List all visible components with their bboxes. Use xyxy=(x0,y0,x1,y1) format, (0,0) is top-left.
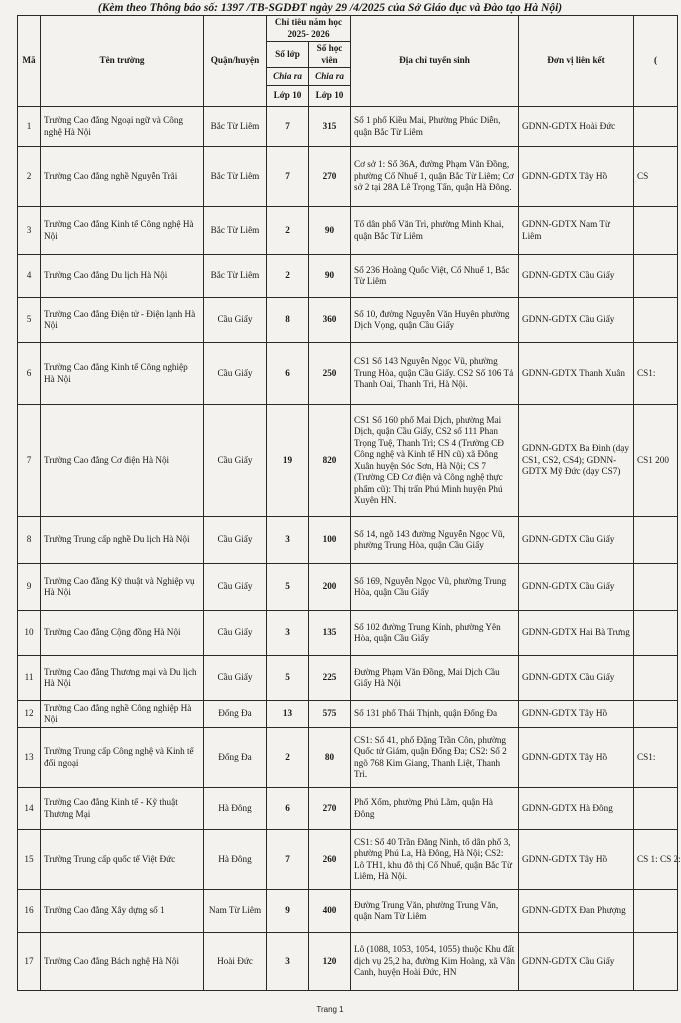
cell-don-vi-lien-ket: GDNN-GDTX Cầu Giấy xyxy=(519,564,634,611)
cell-extra xyxy=(634,517,678,564)
cell-quan-huyen: Cầu Giấy xyxy=(204,656,267,701)
cell-quan-huyen: Cầu Giấy xyxy=(204,405,267,517)
cell-extra: CS 1: CS 2: xyxy=(634,830,678,890)
cell-ten-truong: Trường Cao đẳng Bách nghệ Hà Nội xyxy=(41,933,204,991)
cell-so-lop: 5 xyxy=(267,656,309,701)
cell-ten-truong: Trường Trung cấp Công nghệ và Kinh tế đối ngoại xyxy=(41,728,204,788)
cell-ma: 13 xyxy=(18,728,41,788)
table-row xyxy=(18,656,678,701)
table-row xyxy=(18,107,678,147)
cell-quan-huyen: Bắc Từ Liêm xyxy=(204,147,267,207)
col-ten-truong: Tên trường xyxy=(41,16,204,107)
cell-ma: 17 xyxy=(18,933,41,991)
cell-ma: 10 xyxy=(18,611,41,656)
cell-so-lop: 6 xyxy=(267,343,309,405)
cell-so-hoc-vien: 270 xyxy=(309,788,351,830)
cell-so-lop: 5 xyxy=(267,564,309,611)
table-row xyxy=(18,207,678,255)
cell-so-hoc-vien: 80 xyxy=(309,728,351,788)
col-lop10-2: Lớp 10 xyxy=(309,86,351,107)
cell-ma: 2 xyxy=(18,147,41,207)
cell-so-lop: 19 xyxy=(267,405,309,517)
page-number: Trang 1 xyxy=(316,1005,344,1014)
cell-dia-chi: CS1 Số 143 Nguyễn Ngọc Vũ, phường Trung Hòa, quận Cầu Giấy. CS2 Số 106 Tả Thanh Oai, Thanh Trì, Hà Nội. xyxy=(351,343,519,405)
cell-ten-truong: Trường Cao đẳng Du lịch Hà Nội xyxy=(41,255,204,298)
col-chia-ra-2: Chia ra xyxy=(309,68,351,86)
cell-extra xyxy=(634,298,678,343)
cell-don-vi-lien-ket: GDNN-GDTX Cầu Giấy xyxy=(519,255,634,298)
cell-extra: CS1: xyxy=(634,728,678,788)
cell-so-lop: 3 xyxy=(267,933,309,991)
cell-so-hoc-vien: 225 xyxy=(309,656,351,701)
cell-don-vi-lien-ket: GDNN-GDTX Hà Đông xyxy=(519,788,634,830)
table-row xyxy=(18,890,678,933)
cell-don-vi-lien-ket: GDNN-GDTX Tây Hồ xyxy=(519,701,634,728)
cell-quan-huyen: Bắc Từ Liêm xyxy=(204,255,267,298)
cell-dia-chi: Số 169, Nguyễn Ngọc Vũ, phường Trung Hòa, quận Cầu Giấy xyxy=(351,564,519,611)
cell-so-hoc-vien: 135 xyxy=(309,611,351,656)
cell-ma: 14 xyxy=(18,788,41,830)
cell-don-vi-lien-ket: GDNN-GDTX Nam Từ Liêm xyxy=(519,207,634,255)
cell-so-hoc-vien: 260 xyxy=(309,830,351,890)
cell-ten-truong: Trường Trung cấp quốc tế Việt Đức xyxy=(41,830,204,890)
cell-dia-chi: Lô (1088, 1053, 1054, 1055) thuộc Khu đất dịch vụ 25,2 ha, đường Kim Hoàng, xã Vân Canh, huyện Hoài Đức, HN xyxy=(351,933,519,991)
cell-so-lop: 2 xyxy=(267,207,309,255)
col-quan-huyen: Quận/huyện xyxy=(204,16,267,107)
cell-dia-chi: Số 131 phố Thái Thịnh, quận Đống Đa xyxy=(351,701,519,728)
cell-ma: 15 xyxy=(18,830,41,890)
cell-so-lop: 7 xyxy=(267,147,309,207)
cell-ma: 6 xyxy=(18,343,41,405)
cell-so-hoc-vien: 360 xyxy=(309,298,351,343)
cell-ten-truong: Trường Cao đẳng nghề Nguyễn Trãi xyxy=(41,147,204,207)
cell-extra xyxy=(634,701,678,728)
cell-so-hoc-vien: 90 xyxy=(309,255,351,298)
cell-ten-truong: Trường Trung cấp nghề Du lịch Hà Nội xyxy=(41,517,204,564)
cell-don-vi-lien-ket: GDNN-GDTX Cầu Giấy xyxy=(519,298,634,343)
cell-extra xyxy=(634,207,678,255)
cell-don-vi-lien-ket: GDNN-GDTX Hoài Đức xyxy=(519,107,634,147)
cell-extra xyxy=(634,107,678,147)
cell-quan-huyen: Cầu Giấy xyxy=(204,611,267,656)
cell-so-lop: 3 xyxy=(267,517,309,564)
table-row xyxy=(18,933,678,991)
cell-ma: 8 xyxy=(18,517,41,564)
cell-dia-chi: Số 10, đường Nguyễn Văn Huyên phường Dịch Vọng, quận Cầu Giấy xyxy=(351,298,519,343)
cell-ten-truong: Trường Cao đẳng Cơ điện Hà Nội xyxy=(41,405,204,517)
cell-extra: CS xyxy=(634,147,678,207)
cell-don-vi-lien-ket: GDNN-GDTX Ba Đình (dạy CS1, CS2, CS4); GDNN-GDTX Mỹ Đức (dạy CS7) xyxy=(519,405,634,517)
cell-dia-chi: Đường Phạm Văn Đồng, Mai Dịch Cầu Giấy Hà Nội xyxy=(351,656,519,701)
cell-so-hoc-vien: 100 xyxy=(309,517,351,564)
cell-dia-chi: CS1: Số 41, phố Đặng Trần Côn, phường Quốc tử Giám, quận Đống Đa; CS2: Số 2 ngõ 768 Kim Giang, Thanh Liệt, Thanh Trì. xyxy=(351,728,519,788)
cell-extra xyxy=(634,890,678,933)
cell-don-vi-lien-ket: GDNN-GDTX Hai Bà Trưng xyxy=(519,611,634,656)
cell-quan-huyen: Cầu Giấy xyxy=(204,517,267,564)
cell-so-lop: 7 xyxy=(267,830,309,890)
cell-ten-truong: Trường Cao đẳng Kinh tế - Kỹ thuật Thương Mại xyxy=(41,788,204,830)
cell-ten-truong: Trường Cao đẳng Kỹ thuật và Nghiệp vụ Hà Nội xyxy=(41,564,204,611)
cell-extra xyxy=(634,933,678,991)
cell-don-vi-lien-ket: GDNN-GDTX Cầu Giấy xyxy=(519,656,634,701)
admission-table xyxy=(17,15,681,991)
cell-don-vi-lien-ket: GDNN-GDTX Tây Hồ xyxy=(519,728,634,788)
cell-dia-chi: CS1 Số 160 phố Mai Dịch, phường Mai Dịch, quận Cầu Giấy, CS2 số 111 Phan Trọng Tuệ, Thanh Trì; CS 4 (Trường CĐ Công nghệ và Kinh tế HN cũ) xã Đông Xuân huyện Sóc Sơn, Hà Nội; CS 7 (Trường CĐ Cơ điện và Công nghệ thực phẩm cũ): Thị trấn Phú Minh huyện Phú Xuyên HN. xyxy=(351,405,519,517)
cell-so-lop: 13 xyxy=(267,701,309,728)
col-chia-ra-1: Chia ra xyxy=(267,68,309,86)
cell-so-hoc-vien: 120 xyxy=(309,933,351,991)
col-ma: Mã xyxy=(18,16,41,107)
cell-don-vi-lien-ket: GDNN-GDTX Cầu Giấy xyxy=(519,933,634,991)
cell-so-hoc-vien: 315 xyxy=(309,107,351,147)
table-row xyxy=(18,517,678,564)
cell-so-lop: 7 xyxy=(267,107,309,147)
cell-ma: 7 xyxy=(18,405,41,517)
cell-quan-huyen: Nam Từ Liêm xyxy=(204,890,267,933)
cell-extra xyxy=(634,788,678,830)
cell-don-vi-lien-ket: GDNN-GDTX Đan Phượng xyxy=(519,890,634,933)
cell-extra xyxy=(634,611,678,656)
cell-so-hoc-vien: 270 xyxy=(309,147,351,207)
cell-dia-chi: Số 14, ngõ 143 đường Nguyễn Ngọc Vũ, phường Trung Hòa, quận Cầu Giấy xyxy=(351,517,519,564)
cell-ma: 4 xyxy=(18,255,41,298)
table-row xyxy=(18,147,678,207)
cell-so-hoc-vien: 820 xyxy=(309,405,351,517)
cell-dia-chi: CS1: Số 40 Trần Đăng Ninh, tổ dân phố 3, phường Phú La, Hà Đông, Hà Nội; CS2: Lô TH1, khu đô thị Cổ Nhuế, quận Bắc Từ Liêm, Hà Nội. xyxy=(351,830,519,890)
cell-quan-huyen: Bắc Từ Liêm xyxy=(204,107,267,147)
cell-dia-chi: Số 236 Hoàng Quốc Việt, Cổ Nhuế 1, Bắc Từ Liêm xyxy=(351,255,519,298)
cell-so-lop: 6 xyxy=(267,788,309,830)
cell-extra xyxy=(634,564,678,611)
col-lop10-1: Lớp 10 xyxy=(267,86,309,107)
cell-ten-truong: Trường Cao đẳng Kinh tế Công nghiệp Hà Nội xyxy=(41,343,204,405)
cell-ma: 9 xyxy=(18,564,41,611)
cell-quan-huyen: Hà Đông xyxy=(204,830,267,890)
cell-quan-huyen: Hà Đông xyxy=(204,788,267,830)
table-header xyxy=(18,16,678,107)
cell-don-vi-lien-ket: GDNN-GDTX Tây Hồ xyxy=(519,147,634,207)
cell-so-hoc-vien: 200 xyxy=(309,564,351,611)
cell-dia-chi: Đường Trung Văn, phường Trung Văn, quận Nam Từ Liêm xyxy=(351,890,519,933)
table-row xyxy=(18,405,678,517)
cell-extra: CS1 200 xyxy=(634,405,678,517)
cell-don-vi-lien-ket: GDNN-GDTX Cầu Giấy xyxy=(519,517,634,564)
col-chi-tieu: Chỉ tiêu năm học 2025- 2026 xyxy=(267,16,351,42)
col-so-hoc-vien: Số học viên xyxy=(309,42,351,68)
header-note: (Kèm theo Thông báo số: 1397 /TB-SGDĐT ngày 29 /4/2025 của Sở Giáo dục và Đào tạo Hà Nội) xyxy=(97,2,563,14)
cell-so-lop: 2 xyxy=(267,255,309,298)
cell-quan-huyen: Cầu Giấy xyxy=(204,343,267,405)
cell-quan-huyen: Hoài Đức xyxy=(204,933,267,991)
col-extra: ( xyxy=(634,16,678,107)
table-row xyxy=(18,788,678,830)
table-row xyxy=(18,343,678,405)
cell-extra xyxy=(634,656,678,701)
cell-quan-huyen: Cầu Giấy xyxy=(204,564,267,611)
cell-so-hoc-vien: 575 xyxy=(309,701,351,728)
cell-ten-truong: Trường Cao đẳng Thương mại và Du lịch Hà Nội xyxy=(41,656,204,701)
cell-so-hoc-vien: 250 xyxy=(309,343,351,405)
cell-quan-huyen: Đống Đa xyxy=(204,701,267,728)
col-so-lop: Số lớp xyxy=(267,42,309,68)
cell-dia-chi: Số 102 đường Trung Kính, phường Yên Hòa, quận Cầu Giấy xyxy=(351,611,519,656)
table-body xyxy=(18,107,681,991)
cell-ten-truong: Trường Cao đẳng Ngoại ngữ và Công nghệ Hà Nội xyxy=(41,107,204,147)
cell-ma: 12 xyxy=(18,701,41,728)
col-dia-chi: Địa chỉ tuyển sinh xyxy=(351,16,519,107)
cell-quan-huyen: Bắc Từ Liêm xyxy=(204,207,267,255)
cell-dia-chi: Tổ dân phố Văn Trì, phường Minh Khai, quận Bắc Từ Liêm xyxy=(351,207,519,255)
cell-don-vi-lien-ket: GDNN-GDTX Tây Hồ xyxy=(519,830,634,890)
cell-quan-huyen: Đống Đa xyxy=(204,728,267,788)
cell-so-hoc-vien: 400 xyxy=(309,890,351,933)
cell-so-hoc-vien: 90 xyxy=(309,207,351,255)
table-row xyxy=(18,564,678,611)
col-don-vi: Đơn vị liên kết xyxy=(519,16,634,107)
cell-so-lop: 9 xyxy=(267,890,309,933)
table-row xyxy=(18,830,678,890)
cell-ma: 3 xyxy=(18,207,41,255)
cell-ten-truong: Trường Cao đẳng Cộng đồng Hà Nội xyxy=(41,611,204,656)
cell-so-lop: 3 xyxy=(267,611,309,656)
table-row xyxy=(18,728,678,788)
cell-so-lop: 8 xyxy=(267,298,309,343)
cell-extra xyxy=(634,255,678,298)
cell-ten-truong: Trường Cao đẳng Kinh tế Công nghệ Hà Nội xyxy=(41,207,204,255)
cell-dia-chi: Cơ sở 1: Số 36A, đường Phạm Văn Đồng, phường Cổ Nhuế 1, quận Bắc Từ Liêm; Cơ sở 2 tại 28A Lê Trọng Tấn, quận Hà Đông. xyxy=(351,147,519,207)
cell-so-lop: 2 xyxy=(267,728,309,788)
cell-ma: 11 xyxy=(18,656,41,701)
cell-don-vi-lien-ket: GDNN-GDTX Thanh Xuân xyxy=(519,343,634,405)
cell-quan-huyen: Cầu Giấy xyxy=(204,298,267,343)
cell-ma: 16 xyxy=(18,890,41,933)
table-row xyxy=(18,298,678,343)
table-row xyxy=(18,611,678,656)
table-row xyxy=(18,255,678,298)
cell-ma: 5 xyxy=(18,298,41,343)
table-row xyxy=(18,701,678,728)
cell-ten-truong: Trường Cao đẳng Xây dựng số 1 xyxy=(41,890,204,933)
cell-ten-truong: Trường Cao đẳng Điện tử - Điện lạnh Hà Nội xyxy=(41,298,204,343)
cell-dia-chi: Phố Xốm, phường Phú Lãm, quận Hà Đông xyxy=(351,788,519,830)
cell-dia-chi: Số 1 phố Kiều Mai, Phường Phúc Diễn, quận Bắc Từ Liêm xyxy=(351,107,519,147)
cell-ma: 1 xyxy=(18,107,41,147)
cell-extra: CS1: xyxy=(634,343,678,405)
cell-ten-truong: Trường Cao đẳng nghề Công nghiệp Hà Nội xyxy=(41,701,204,728)
